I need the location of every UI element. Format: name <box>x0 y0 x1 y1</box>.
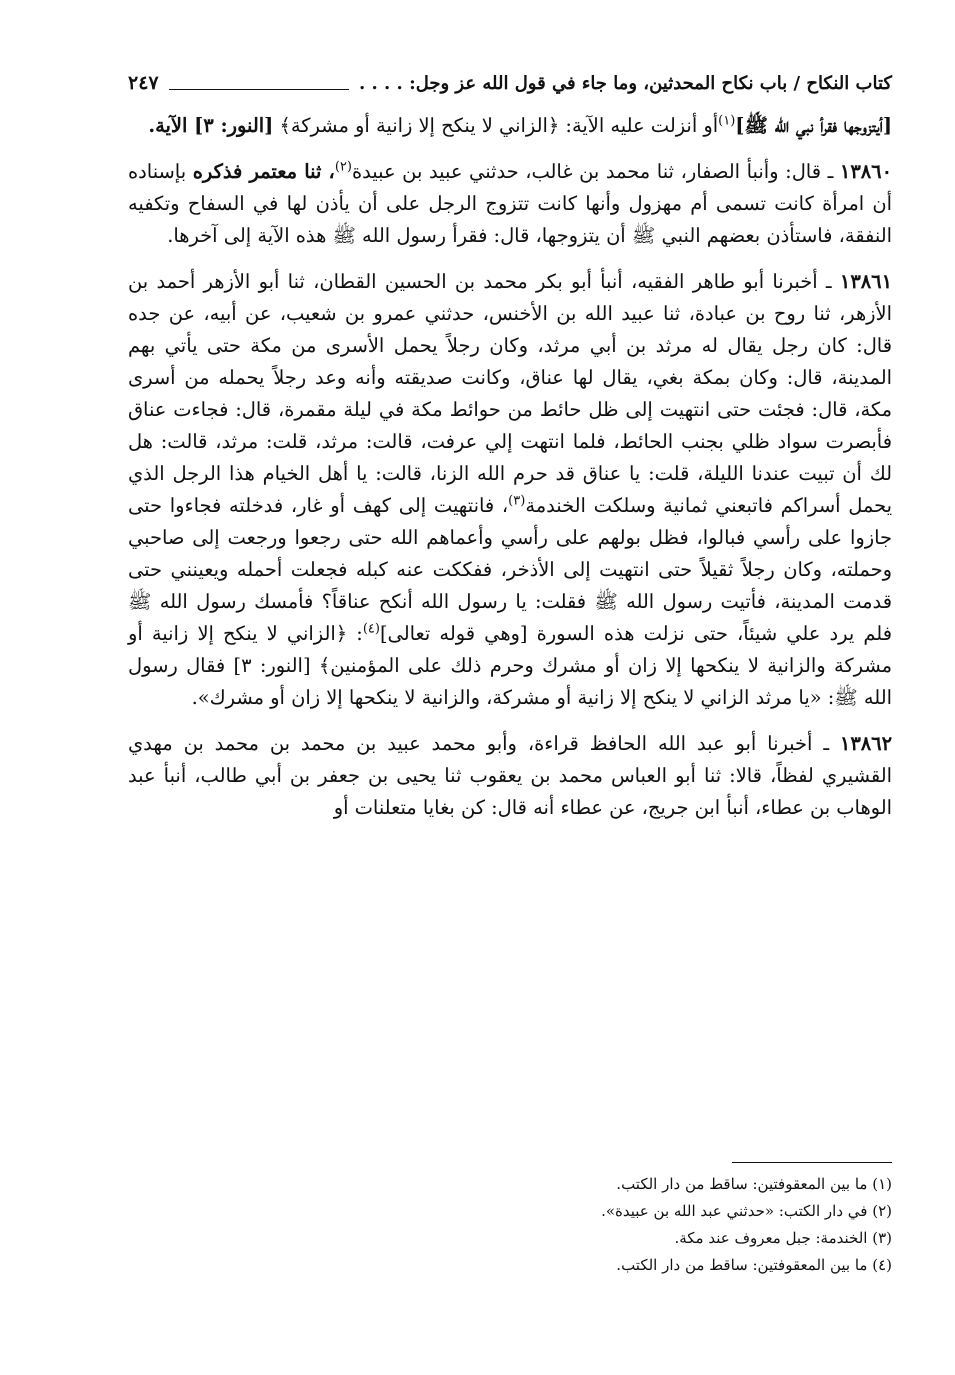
hadith-number: ١٣٨٦٢ <box>839 732 892 755</box>
footnote-mark-1: (١) <box>718 113 736 129</box>
footnote-2: (٢) في دار الكتب: «حدثني عبد الله بن عبيدة». <box>601 1202 892 1220</box>
running-header <box>128 62 892 104</box>
footnote-mark-3: (٣) <box>508 493 526 509</box>
footnote-3: (٣) الخندمة: جبل معروف عند مكة. <box>674 1229 892 1247</box>
intro-lead: [أيتزوجها فقرأ نبي الله ﷺ] <box>735 114 892 137</box>
paragraph-13862 <box>128 728 892 824</box>
footnote-mark-4: (٤) <box>362 621 380 637</box>
footnote-rule <box>732 1162 892 1163</box>
paragraph-13860 <box>128 156 892 252</box>
hadith-text-bold: ، ثنا معتمر فذكره <box>192 160 335 183</box>
hadith-text: ـ قال: وأنبأ الصفار، ثنا محمد بن غالب، حدثني عبيد بن عبيدة <box>351 160 840 183</box>
footnote-4: (٤) ما بين المعقوفتين: ساقط من دار الكتب. <box>616 1256 892 1274</box>
hadith-text-rest2: : ﴿الزاني لا ينكح إلا زانية أو مشركة والزانية لا ينكحها إلا زان أو مشرك وحرم ذلك على المؤمنين﴾ [النور: ٣] فقال رسول الله ﷺ: «يا مرثد الزاني لا ينكح إلا زانية أو مشركة، والزانية لا ينكحها إلا زان أو مشرك». <box>128 622 893 709</box>
intro-tail: [النور: ٣] الآية. <box>148 114 274 137</box>
paragraph-intro <box>128 110 892 142</box>
hadith-text-rest: ، فانتهيت إلى كهف أو غار، فدخلته فجاءوا حتى جازوا على رأسي فبالوا، فظل بولهم على رأسي وأعماهم الله حتى رجعوا ورجعت إلى صاحبي وحملته، وكان رجلاً ثقيلاً حتى انتهيت إلى الأذخر، ففككت عنه كبله فجعلت أحمله ويعينني حتى قدمت المدينة، فأتيت رسول الله ﷺ فقلت: يا رسول الله أنكح عناقاً؟ فأمسك رسول الله ﷺ فلم يرد علي شيئاً، حتى نزلت هذه السورة [وهي قوله تعالى] <box>128 494 892 645</box>
page-number: ٢٤٧ <box>128 72 159 94</box>
intro-text: أو أنزلت عليه الآية: ﴿الزاني لا ينكح إلا زانية أو مشركة﴾ <box>273 114 719 137</box>
body-text <box>128 110 892 824</box>
hadith-number: ١٣٨٦١ <box>839 270 892 293</box>
header-title: كتاب النكاح / باب نكاح المحدثين، وما جاء في قول الله عز وجل: . . . . <box>358 72 892 94</box>
footnote-mark-2: (٢) <box>334 159 352 175</box>
footnote-1: (١) ما بين المعقوفتين: ساقط من دار الكتب. <box>616 1175 892 1193</box>
footnotes <box>128 1162 892 1279</box>
header-rule <box>169 77 349 90</box>
hadith-text: ـ أخبرنا أبو طاهر الفقيه، أنبأ أبو بكر محمد بن الحسين القطان، ثنا أبو الأزهر أحمد بن الأزهر، ثنا روح بن عبادة، ثنا عبيد الله بن الأخنس، حدثني عمرو بن شعيب، عن أبيه، عن جده قال: كان رجل يقال له مرثد بن أبي مرثد، وكان رجلاً يحمل الأسرى من مكة حتى يأتي بهم المدينة، قال: وكان بمكة بغي، يقال لها عناق، وكانت صديقته وأنه وعد رجلاً يحمله من أسرى مكة، قال: فجئت حتى انتهيت إلى ظل حائط من حوائط مكة في ليلة مقمرة، قال: فجاءت عناق فأبصرت سواد ظلي بجنب الحائط، فلما انتهت إلي عرفت، قالت: مرثد، قلت: مرثد، قالت: هل لك أن تبيت عندنا الليلة، قلت: يا عناق قد حرم الله الزنا، قالت: يا أهل الخيام هذا الرجل الذي يحمل أسراكم فاتبعني ثمانية وسلكت الخندمة <box>128 270 893 517</box>
hadith-number: ١٣٨٦٠ <box>839 160 892 183</box>
hadith-text: ـ أخبرنا أبو عبد الله الحافظ قراءة، وأبو محمد عبيد بن محمد بن محمد بن مهدي القشيري لفظاً، قالا: ثنا أبو العباس محمد بن يعقوب ثنا يحيى بن جعفر بن أبي طالب، أنبأ عبد الوهاب بن عطاء، أنبأ ابن جريج، عن عطاء أنه قال: كن بغايا متعلنات أو <box>128 732 892 819</box>
page <box>128 62 892 838</box>
paragraph-13861 <box>128 266 892 714</box>
hadith-text-rest: بإسناده أن امرأة كانت تسمى أم مهزول وأنها كانت تتزوج الرجل على أن يأذن لها في السفاح وتكفيه النفقة، فاستأذن بعضهم النبي ﷺ أن يتزوجها، قال: فقرأ رسول الله ﷺ هذه الآية إلى آخرها. <box>128 160 892 247</box>
